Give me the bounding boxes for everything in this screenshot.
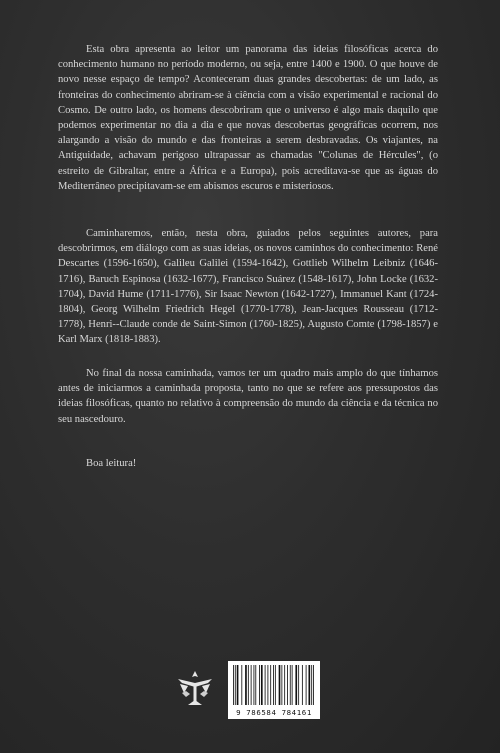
barcode-bar <box>306 665 307 705</box>
barcode-bar <box>267 665 268 705</box>
barcode-bar <box>308 665 310 705</box>
paragraph-text: Caminharemos, então, nesta obra, guiados pelos seguintes autores, para descobrirmos, em diálogo com as suas ideias, os novos caminhos do conhecimento: René Descartes (1596-1650), Galileu Galilei (1594-1642), Gottlieb Wilhelm Leibniz (1646-1716), Baruch Espinosa (1632-1677), Francisco Suárez (1548-1617), John Locke (1632-1704), David Hume (1711-1776), Sir Isaac Newton (1642-1727), Immanuel Kant (1724-1804), Georg Wilhelm Friedrich Hegel (1770-1778), Jean-Jacques Rousseau (1712-1778), Henri--Claude conde de Saint-Simon (1760-1825), Augusto Comte (1798-1857) e Karl Marx (1818-1883). <box>58 228 438 346</box>
barcode-bar <box>311 665 312 705</box>
barcode <box>228 661 320 719</box>
barcode-bar <box>273 665 274 705</box>
footer <box>176 661 326 721</box>
barcode-bar <box>298 665 299 705</box>
greeting-text: Boa leitura! <box>86 458 137 469</box>
barcode-bar <box>237 665 239 705</box>
barcode-bar <box>251 665 252 705</box>
barcode-bar <box>235 665 236 705</box>
barcode-bar <box>248 665 249 705</box>
barcode-bar <box>241 665 242 705</box>
barcode-bar <box>255 665 256 705</box>
barcode-bar <box>233 665 234 705</box>
barcode-bar <box>292 665 293 705</box>
barcode-bar <box>245 665 247 705</box>
barcode-bar <box>284 665 285 705</box>
barcode-bar <box>313 665 314 705</box>
barcode-bar <box>287 665 288 705</box>
barcode-bar <box>261 665 263 705</box>
paragraph-text: Esta obra apresenta ao leitor um panorama das ideias filosóficas acerca do conhecimento humano no período moderno, ou seja, entre 1400 e 1900. O que houve de novo nesse espaço de tempo? Aconteceram duas grandes descobertas: de um lado, as fronteiras do conhecimento abriram-se à ciência com a visão experimental e racional do Cosmo. De outro lado, os homens descobriram que o universo é algo mais daquilo que podemos experimentar no dia a dia e que novas descobertas geográficas ocorrem, nos alargando a visão do mundo e das fronteiras a serem desbravadas. Os viajantes, na Antiguidade, achavam perigoso ultrapassar as chamadas "Colunas de Hércules", (o estreito de Gibraltar, entre a África e a Europa), pois acreditava-se que as águas do Mediterrâneo precipitavam-se em abismos escuros e misteriosos. <box>58 44 438 192</box>
paragraph-text: No final da nossa caminhada, vamos ter um quadro mais amplo do que tínhamos antes de iniciarmos a caminhada proposta, tanto no que se refere aos pressupostos das ideias filosóficas, quanto no relativo à compreensão do mundo da ciência e da técnica no seu nascedouro. <box>58 368 438 425</box>
barcode-bar <box>254 665 255 705</box>
barcode-bar <box>265 665 266 705</box>
paragraph-conclusion <box>58 366 438 427</box>
greeting <box>58 456 438 471</box>
barcode-bar <box>290 665 291 705</box>
scales-bird-logo-icon <box>176 667 214 709</box>
paragraph-intro <box>58 42 438 194</box>
barcode-bar <box>302 665 303 705</box>
barcode-bars <box>233 665 315 705</box>
barcode-bar <box>275 665 276 705</box>
barcode-bar <box>259 665 260 705</box>
isbn-number: 9 786584 784161 <box>236 708 312 717</box>
barcode-bar <box>279 665 281 705</box>
paragraph-authors <box>58 226 438 348</box>
barcode-bar <box>295 665 297 705</box>
barcode-bar <box>270 665 271 705</box>
barcode-bar <box>281 665 282 705</box>
